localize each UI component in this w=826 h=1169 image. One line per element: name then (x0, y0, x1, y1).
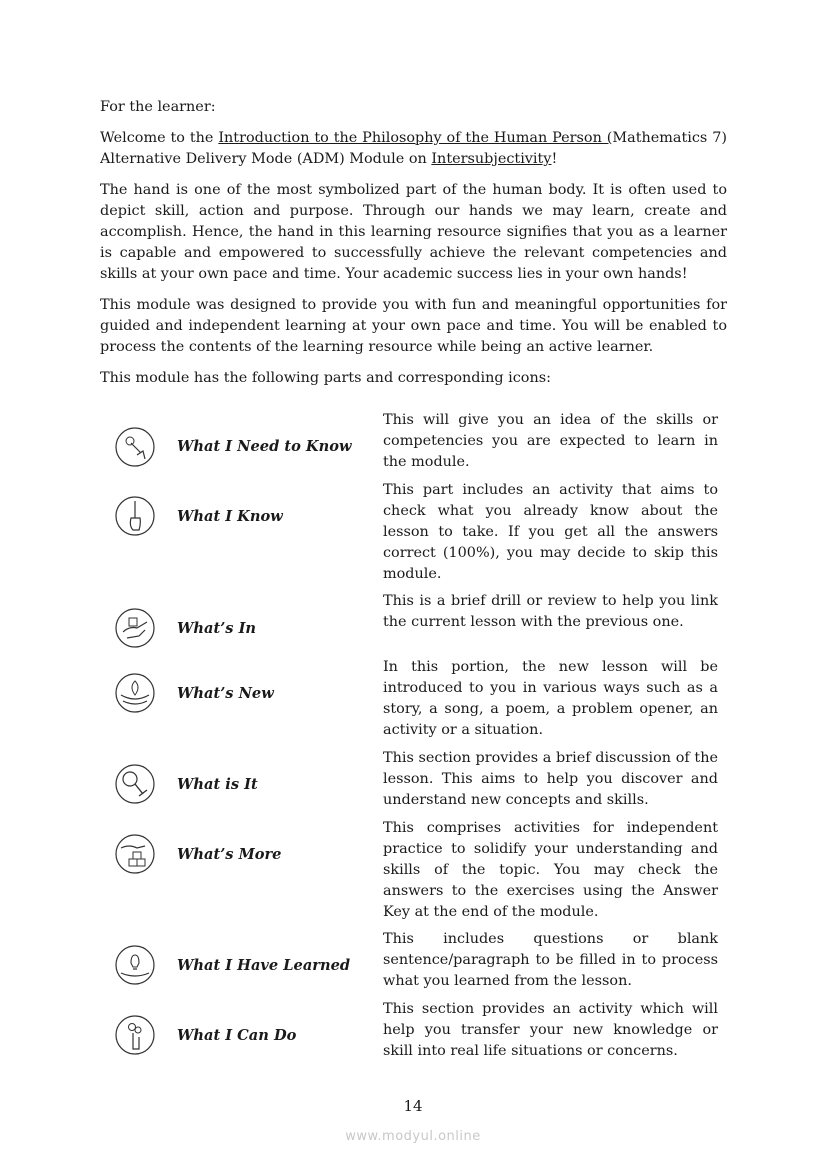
part-description: This comprises activities for independent practice to solidify your understanding and skills of the topic. You may check the answers to the exercises using the Answer Key at the end of the module. (383, 820, 718, 920)
pointing-hand-icon (115, 427, 155, 467)
part-label: What’s In (177, 620, 257, 637)
hand-gears-icon (115, 1015, 155, 1055)
hand-lightbulb-icon (115, 945, 155, 985)
raised-finger-icon (115, 496, 155, 536)
greeting: For the learner: (100, 99, 216, 115)
part-description: This section provides an activity which will help you transfer your new knowledge or skill into real life situations or concerns. (383, 1001, 718, 1059)
page-number: 14 (403, 1097, 423, 1115)
watermark: www.modyul.online (345, 1129, 481, 1144)
magnifier-hand-icon (115, 764, 155, 804)
part-description: This includes questions or blank sentence/paragraph to be filled in to process what you learned from the lesson. (383, 931, 718, 989)
welcome-pre: Welcome to the (100, 130, 219, 146)
part-description: This is a brief drill or review to help you link the current lesson with the previous one. (383, 593, 718, 630)
part-label: What I Can Do (177, 1027, 297, 1044)
welcome-mid: Mathematics 7) Alternative Delivery Mode (ADM) Module on (100, 130, 727, 167)
subject-link[interactable]: Introduction to the Philosophy of the Human Person ( (218, 130, 613, 146)
part-label: What I Know (177, 508, 283, 525)
part-label: What’s More (177, 846, 282, 863)
part-label: What’s New (177, 685, 274, 702)
hand-holding-icon (115, 608, 155, 648)
parts-intro: This module has the following parts and corresponding icons: (100, 370, 551, 386)
part-description: This will give you an idea of the skills or competencies you are expected to learn in the module. (383, 412, 718, 470)
part-description: This part includes an activity that aims to check what you already know about the lesson to take. If you get all the answers correct (100%), you may decide to skip this module. (383, 482, 718, 582)
part-description: This section provides a brief discussion of the lesson. This aims to help you discover and understand new concepts and skills. (383, 750, 718, 808)
hand-blocks-icon (115, 834, 155, 874)
part-description: In this portion, the new lesson will be introduced to you in various ways such as a story, a song, a poem, a problem opener, an activity or a situation. (383, 659, 718, 738)
welcome-post: ! (551, 151, 558, 167)
part-label: What I Need to Know (177, 438, 352, 455)
welcome-paragraph (100, 128, 727, 170)
intro-text (100, 97, 727, 399)
topic-link[interactable]: Intersubjectivity (431, 151, 552, 167)
part-label: What I Have Learned (177, 957, 351, 974)
hands-leaf-icon (115, 673, 155, 713)
hand-paragraph: The hand is one of the most symbolized part of the human body. It is often used to depict skill, action and purpose. Through our hands we may learn, create and accomplish. Hence, the hand in this learning resource signifies that you as a learner is capable and empowered to successfully achieve the relevant competencies and skills at your own pace and time. Your academic success lies in your own hands! (100, 182, 727, 282)
part-label: What is It (177, 776, 258, 793)
design-paragraph: This module was designed to provide you with fun and meaningful opportunities for guided and independent learning at your own pace and time. You will be enabled to process the contents of the learning resource while being an active learner. (100, 297, 727, 355)
